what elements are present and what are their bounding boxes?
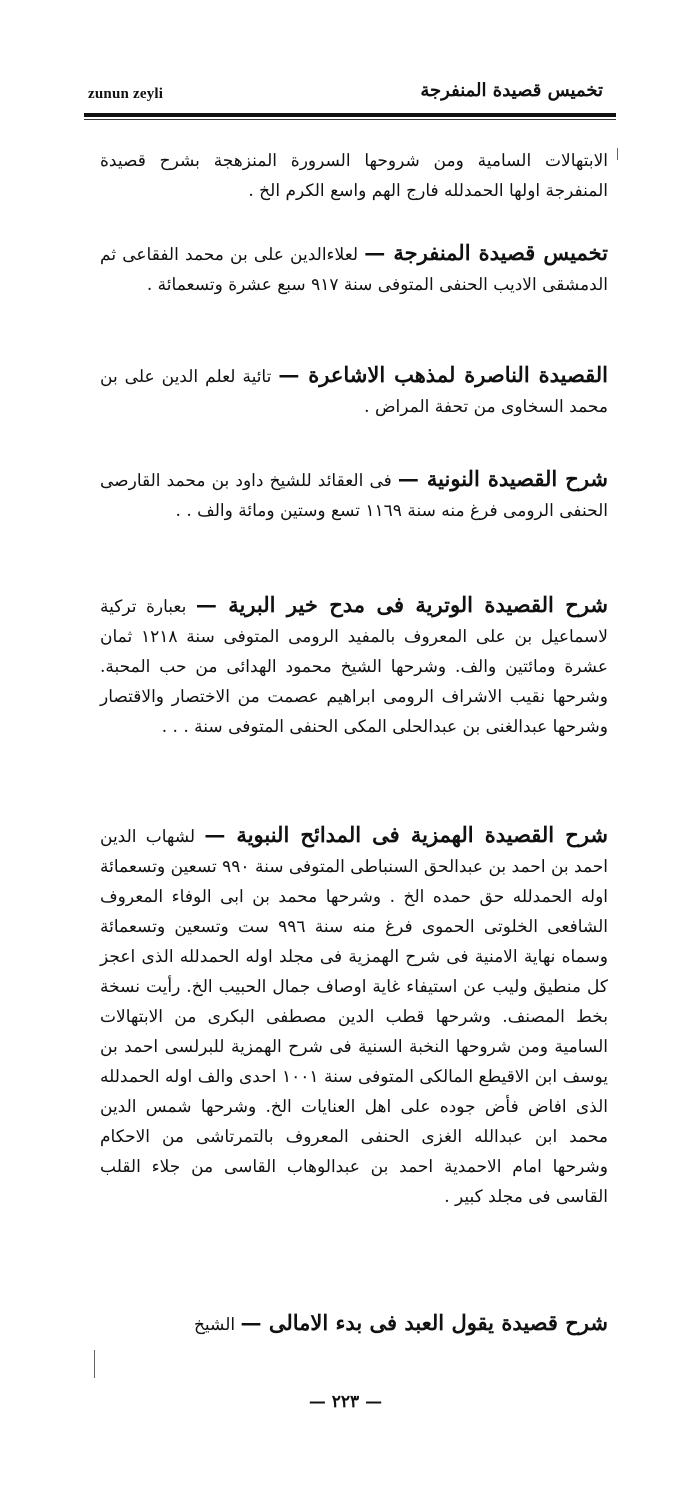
entry-sharh-hamziya: [100, 820, 608, 1212]
entry-body: الابتهالات السامية ومن شروحها السرورة المنزهجة بشرح قصيدة المنفرجة اولها الحمدلله فارج الهم واسع الكرم الخ .: [100, 151, 608, 201]
entry-title: تخميس قصيدة المنفرجة —: [364, 240, 609, 265]
entry-body: لعلاءالدين على بن محمد الفقاعى ثم الدمشقى الاديب الحنفى المتوفى سنة ٩١٧ سبع عشرة وتسعمائة .: [100, 245, 608, 295]
header-rule-thin: [84, 119, 616, 120]
entry-title: القصيدة الناصرة لمذهب الاشاعرة —: [278, 362, 609, 387]
entry-sharh-watriya: [100, 590, 608, 742]
entry-sharh-bad-al-amali: [100, 1308, 608, 1340]
margin-mark-top: [617, 148, 618, 160]
margin-mark-bottom: [94, 1350, 95, 1378]
entry-title: شرح قصيدة يقول العبد فى بدء الامالى —: [240, 1310, 608, 1335]
entry-body: فى العقائد للشيخ داود بن محمد القارصى الحنفى الرومى فرغ منه سنة ١١٦٩ تسع وستين ومائة والف . .: [100, 471, 608, 521]
page-number: — ٢٢٣ —: [308, 1392, 383, 1412]
running-head-left: zunun zeyli: [88, 86, 164, 102]
entry-body: الشيخ: [193, 1315, 236, 1335]
entry-body: بعبارة تركية لاسماعيل بن على المعروف بالمفيد الرومى المتوفى سنة ١٢١٨ ثمان عشرة ومائتين والف. وشرحها الشيخ محمود الهدائى من حب المحبة. وشرحها نقيب الاشراف الرومى ابراهيم عصمت من الاختصار والاقتصار وشرحها عبدالغنى بن عبدالحلى المكى الحنفى المتوفى سنة . . .: [100, 597, 608, 737]
entry-title: شرح القصيدة النونية —: [397, 466, 609, 491]
entry-body: تائية لعلم الدين على بن محمد السخاوى من تحفة المراض .: [100, 367, 608, 417]
entry-body: لشهاب الدين احمد بن احمد بن عبدالحق السنباطى المتوفى سنة ٩٩٠ تسعين وتسعمائة اوله الحمدلله حق حمده الخ . وشرحها محمد بن ابى الوفاء المعروف الشافعى الخلوتى الحموى فرغ منه سنة ٩٩٦ ست وتسعين وتسعمائة وسماه نهاية الامنية فى شرح الهمزية فى مجلد اوله الحمدلله الذى اعجز كل منطيق وليب عن استيفاء غاية اوصاف جمال الحبيب الخ. رأيت نسخة بخط المصنف. وشرحها قطب الدين مصطفى البكرى من الابتهالات السامية ومن شروحها النخبة السنية فى شرح الهمزية للبرلسى احمد بن يوسف ابن الاقيطع المالكى المتوفى سنة ١٠٠١ احدى والف اوله الحمدلله الذى افاض فأض جوده على اهل العنايات الخ. وشرحها شمس الدين محمد ابن عبدالله الغزى الحنفى المعروف بالتمرتاشى من الاحكام وشرحها امام الاحمدية احمد بن عبدالوهاب القاسى من جلاء القلب القاسى فى مجلد كبير .: [100, 827, 609, 1207]
entry-title: شرح القصيدة الوترية فى مدح خير البرية —: [195, 592, 609, 617]
entry-qasida-nasira: [100, 360, 608, 422]
entry-title: شرح القصيدة الهمزية فى المدائح النبوية —: [204, 822, 608, 847]
entry-takhmis-munfarija: [100, 238, 608, 300]
header-rule-thick: [84, 113, 616, 117]
entry-continuation: [100, 144, 608, 206]
entry-sharh-nuniya: [100, 464, 608, 526]
running-head-right: تخميس قصيدة المنفرجة: [420, 80, 603, 101]
